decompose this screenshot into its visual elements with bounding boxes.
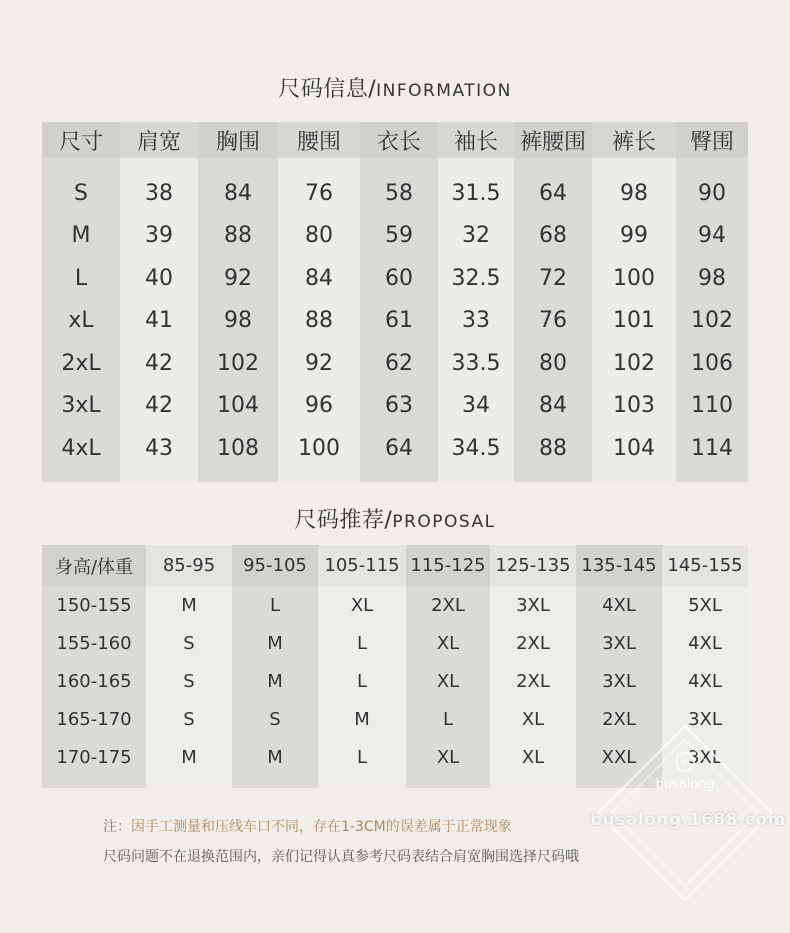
measurement-cell: 39 (120, 215, 198, 258)
spacer-cell (42, 776, 146, 788)
header-waist: 腰围 (278, 122, 360, 158)
spacer-row (42, 470, 748, 482)
recommended-size-cell: 3XL (662, 738, 748, 776)
measurement-cell: 31.5 (438, 172, 514, 215)
spacer-cell (360, 470, 438, 482)
recommended-size-cell: S (232, 700, 318, 738)
height-range-cell: 155-160 (42, 624, 146, 662)
recommended-size-cell: XL (406, 738, 490, 776)
spacer-cell (406, 776, 490, 788)
measurement-cell: 92 (198, 257, 278, 300)
measurement-cell: 88 (198, 215, 278, 258)
recommended-size-cell: 2XL (490, 662, 576, 700)
table-row (42, 662, 748, 700)
measurement-cell: 43 (120, 427, 198, 470)
table-row (42, 257, 748, 300)
watermark-mark: ® (679, 756, 691, 769)
measurement-cell: 38 (120, 172, 198, 215)
height-range-cell: 150-155 (42, 586, 146, 624)
measurement-cell: 94 (676, 215, 748, 258)
measurement-cell: 61 (360, 300, 438, 343)
measurement-cell: 32.5 (438, 257, 514, 300)
note-return-policy: 尺码问题不在退换范围内，亲们记得认真参考尺码表结合肩宽胸围选择尺码哦 (103, 849, 579, 865)
measurement-cell: 88 (514, 427, 592, 470)
table-row (42, 385, 748, 428)
header-weight-range: 135-145 (576, 545, 662, 586)
spacer-cell (438, 158, 514, 172)
spacer-cell (676, 158, 748, 172)
proposal-title-cn: 尺码推荐/ (294, 508, 393, 533)
header-pants-length: 裤长 (592, 122, 676, 158)
header-weight-range: 145-155 (662, 545, 748, 586)
header-chest: 胸围 (198, 122, 278, 158)
proposal-title (0, 503, 790, 534)
measurement-cell: 108 (198, 427, 278, 470)
measurement-cell: 84 (514, 385, 592, 428)
proposal-header-row (42, 545, 748, 586)
header-hip: 臀围 (676, 122, 748, 158)
measurement-cell: 40 (120, 257, 198, 300)
spacer-cell (438, 470, 514, 482)
measurement-cell: 114 (676, 427, 748, 470)
measurement-cell: 63 (360, 385, 438, 428)
size-label-cell: 4xL (42, 427, 120, 470)
recommended-size-cell: XL (318, 586, 406, 624)
measurement-cell: 99 (592, 215, 676, 258)
recommended-size-cell: M (232, 662, 318, 700)
measurement-cell: 60 (360, 257, 438, 300)
information-title-cn: 尺码信息/ (278, 77, 377, 102)
measurement-cell: 64 (514, 172, 592, 215)
measurement-cell: 64 (360, 427, 438, 470)
table-row (42, 342, 748, 385)
size-label-cell: M (42, 215, 120, 258)
measurement-cell: 34 (438, 385, 514, 428)
spacer-cell (360, 158, 438, 172)
spacer-cell (198, 158, 278, 172)
spacer-cell (198, 470, 278, 482)
measurement-cell: 32 (438, 215, 514, 258)
measurement-cell: 101 (592, 300, 676, 343)
table-row (42, 215, 748, 258)
recommended-size-cell: M (318, 700, 406, 738)
measurement-cell: 41 (120, 300, 198, 343)
header-weight-range: 95-105 (232, 545, 318, 586)
recommended-size-cell: 2XL (490, 624, 576, 662)
recommended-size-cell: S (146, 700, 232, 738)
spacer-cell (42, 158, 120, 172)
table-row (42, 624, 748, 662)
measurement-cell: 102 (676, 300, 748, 343)
recommended-size-cell: 4XL (662, 624, 748, 662)
information-title (0, 72, 790, 103)
measurement-cell: 96 (278, 385, 360, 428)
recommended-size-cell: M (146, 586, 232, 624)
measurement-cell: 90 (676, 172, 748, 215)
size-label-cell: 3xL (42, 385, 120, 428)
recommended-size-cell: S (146, 624, 232, 662)
measurement-cell: 42 (120, 385, 198, 428)
measurement-cell: 110 (676, 385, 748, 428)
size-header-row (42, 122, 748, 158)
measurement-cell: 59 (360, 215, 438, 258)
spacer-cell (490, 776, 576, 788)
height-range-cell: 165-170 (42, 700, 146, 738)
spacer-cell (146, 776, 232, 788)
recommended-size-cell: M (232, 738, 318, 776)
measurement-cell: 80 (514, 342, 592, 385)
size-label-cell: S (42, 172, 120, 215)
recommended-size-cell: 2XL (576, 700, 662, 738)
recommended-size-cell: 4XL (662, 662, 748, 700)
measurement-cell: 33 (438, 300, 514, 343)
header-sleeve: 袖长 (438, 122, 514, 158)
measurement-cell: 102 (592, 342, 676, 385)
size-label-cell: L (42, 257, 120, 300)
table-row (42, 300, 748, 343)
measurement-cell: 103 (592, 385, 676, 428)
recommended-size-cell: XXL (576, 738, 662, 776)
spacer-cell (592, 158, 676, 172)
recommended-size-cell: L (318, 624, 406, 662)
recommended-size-cell: L (406, 700, 490, 738)
measurement-cell: 88 (278, 300, 360, 343)
recommended-size-cell: 4XL (576, 586, 662, 624)
table-row (42, 586, 748, 624)
header-weight-range: 115-125 (406, 545, 490, 586)
header-height-weight: 身高/体重 (42, 545, 146, 586)
recommended-size-cell: L (318, 662, 406, 700)
measurement-cell: 104 (592, 427, 676, 470)
table-row (42, 427, 748, 470)
measurement-cell: 80 (278, 215, 360, 258)
recommended-size-cell: M (146, 738, 232, 776)
measurement-cell: 62 (360, 342, 438, 385)
recommended-size-cell: 5XL (662, 586, 748, 624)
header-weight-range: 105-115 (318, 545, 406, 586)
measurement-cell: 84 (278, 257, 360, 300)
spacer-cell (592, 470, 676, 482)
measurement-cell: 58 (360, 172, 438, 215)
spacer-cell (232, 776, 318, 788)
measurement-cell: 100 (592, 257, 676, 300)
watermark-brand: busalong (655, 777, 715, 792)
measurement-cell: 98 (198, 300, 278, 343)
measurement-cell: 76 (278, 172, 360, 215)
spacer-cell (318, 776, 406, 788)
measurement-cell: 42 (120, 342, 198, 385)
note-text: 因手工测量和压线车口不同，存在1-3CM的误差属于正常现象 (131, 819, 512, 835)
size-label-cell: xL (42, 300, 120, 343)
measurement-cell: 72 (514, 257, 592, 300)
spacer-cell (514, 158, 592, 172)
spacer-cell (514, 470, 592, 482)
spacer-row (42, 158, 748, 172)
measurement-cell: 104 (198, 385, 278, 428)
header-pants-waist: 裤腰围 (514, 122, 592, 158)
note-measurement-error (103, 816, 512, 836)
spacer-cell (676, 470, 748, 482)
height-range-cell: 160-165 (42, 662, 146, 700)
recommended-size-cell: S (146, 662, 232, 700)
measurement-cell: 102 (198, 342, 278, 385)
header-shoulder: 肩宽 (120, 122, 198, 158)
measurement-cell: 100 (278, 427, 360, 470)
spacer-cell (278, 158, 360, 172)
measurement-cell: 68 (514, 215, 592, 258)
recommended-size-cell: 2XL (406, 586, 490, 624)
note-label: 注： (103, 819, 131, 835)
measurement-cell: 34.5 (438, 427, 514, 470)
recommended-size-cell: 3XL (576, 662, 662, 700)
recommended-size-cell: L (318, 738, 406, 776)
recommended-size-cell: XL (406, 662, 490, 700)
measurement-cell: 92 (278, 342, 360, 385)
table-row (42, 172, 748, 215)
measurement-cell: 98 (592, 172, 676, 215)
size-information-table (42, 122, 748, 482)
measurement-cell: 84 (198, 172, 278, 215)
header-weight-range: 125-135 (490, 545, 576, 586)
measurement-cell: 98 (676, 257, 748, 300)
spacer-cell (120, 470, 198, 482)
spacer-cell (42, 470, 120, 482)
measurement-cell: 76 (514, 300, 592, 343)
watermark-site: busalong.1688.com (590, 810, 786, 830)
proposal-title-en: PROPOSAL (392, 512, 496, 532)
recommended-size-cell: XL (406, 624, 490, 662)
size-label-cell: 2xL (42, 342, 120, 385)
height-range-cell: 170-175 (42, 738, 146, 776)
recommended-size-cell: 3XL (490, 586, 576, 624)
measurement-cell: 106 (676, 342, 748, 385)
measurement-cell: 33.5 (438, 342, 514, 385)
recommended-size-cell: L (232, 586, 318, 624)
header-size: 尺寸 (42, 122, 120, 158)
information-title-en: INFORMATION (376, 81, 512, 101)
header-length: 衣长 (360, 122, 438, 158)
recommended-size-cell: M (232, 624, 318, 662)
spacer-cell (278, 470, 360, 482)
recommended-size-cell: 3XL (662, 700, 748, 738)
recommended-size-cell: XL (490, 738, 576, 776)
recommended-size-cell: XL (490, 700, 576, 738)
spacer-cell (120, 158, 198, 172)
header-weight-range: 85-95 (146, 545, 232, 586)
recommended-size-cell: 3XL (576, 624, 662, 662)
